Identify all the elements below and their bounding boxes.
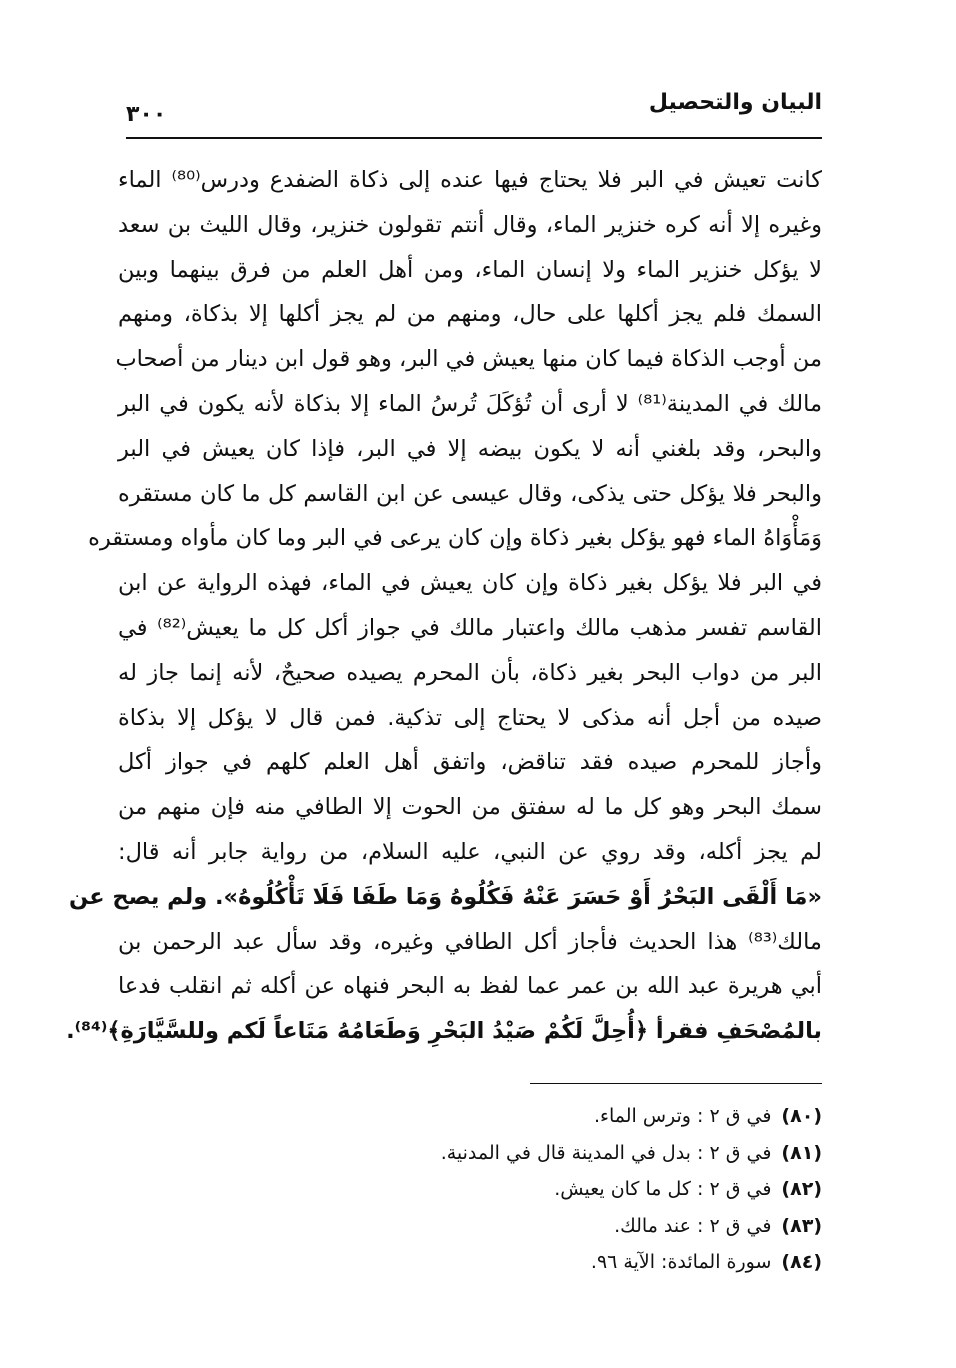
header-rule [126,137,822,139]
page-header [126,84,822,136]
text-line: وَمَأْوَاهُ الماء فهو يؤكل بغير ذكاة وإن كان يرعى في البر وما كان مأواه ومستقره [88,525,822,552]
footnote-text: في ق ٢ : عند مالك. [614,1214,772,1237]
footnote-item [330,1135,822,1172]
text-line: والبحر، وقد بلغني أنه لا يكون بيضه إلا في البر، فإذا كان يعيش في البر [118,435,822,462]
footnote-number: (٨٠) [781,1105,822,1127]
footnote-number: (٨٣) [781,1214,822,1237]
footnote-item [330,1208,822,1245]
text-line: من أوجب الذكاة فيما كان منها يعيش في البر، وهو قول ابن دينار من أصحاب [115,346,822,373]
footnote-text: سورة المائدة: الآية ٩٦. [590,1251,772,1273]
text-line: صيده من أجل أنه مذكى لا يحتاج إلى تذكية. فمن قال لا يؤكل إلا بذكاة [118,704,822,731]
hadith-line: «مَا أَلْقَى البَحْرُ أَوْ حَسَرَ عَنْهُ فَكُلُوهُ وَمَا طَفَا فَلَا تَأْكُلُوهُ». ولم يصح عن [68,883,822,910]
text-line: مالك في المدينة⁽⁸¹⁾ لا أرى أن تُؤكَلَ تُرسُ الماء إلا بذكاة لأنه يكون في البر [118,390,822,417]
footnote-number: (٨٤) [781,1251,822,1273]
footnote-number: (٨١) [781,1141,822,1164]
text-line: أبي هريرة عبد الله بن عمر عما لفظ به البحر فنهاه عن أكله ثم انقلب فدعا [118,973,822,1000]
footnote-item [330,1098,822,1135]
text-line: سمك البحر وهو كل ما له سفتق من الحوت إلا الطافي منه فإن منهم من [118,794,822,821]
text-line: البر من دواب البحر بغير ذكاة، بأن المحرم يصيده صحيحٌ، لأنه إنما جاز له [118,659,822,686]
text-line: والبحر فلا يؤكل حتى يذكى، وقال عيسى عن ابن القاسم كل ما كان مستقره [118,480,822,507]
text-line: لم يجز أكله، وقد روي عن النبي، عليه السلام، من رواية جابر أنه قال: [118,838,822,865]
text-line: كانت تعيش في البر فلا يحتاج فيها عنده إلى ذكاة الضفدع ودرس⁽⁸⁰⁾ الماء [118,167,822,193]
quran-verse-line: بالمُصْحَفِ فقرأ ﴿أُحِلَّ لَكُمْ صَيْدُ البَحْرِ وَطَعَامُهُ مَتَاعاً لَكم وللسَّيَّارَةِ﴾⁽⁸⁴⁾. [66,1018,822,1045]
running-title: البيان والتحصيل [648,90,822,115]
footnote-text: في ق ٢ : وترس الماء. [593,1105,772,1127]
footnote-text: في ق ٢ : كل ما كان يعيش. [554,1178,772,1200]
footnote-text: في ق ٢ : بدل في المدينة قال في المدنية. [440,1141,772,1164]
footnote-separator [530,1083,822,1084]
main-text [66,158,823,1054]
text-line: في البر فلا يؤكل بغير ذكاة وإن كان يعيش في الماء، فهذه الرواية عن ابن [118,570,822,597]
footnote-item [330,1244,822,1281]
text-line: مالك⁽⁸³⁾ هذا الحديث فأجاز أكل الطافي وغيره، وقد سأل عبد الرحمن بن [118,928,822,955]
text-line: لا يؤكل خنزير الماء ولا إنسان الماء، ومن أهل العلم من فرق بينهما وبين [118,256,822,283]
footnotes [330,1098,822,1281]
text-line: وغيره إلا أنه كره خنزير الماء، وقال أنتم تقولون خنزير، وقال الليث بن سعد [118,211,822,238]
footnote-item [330,1171,822,1208]
text-line: السمك فلم يجز أكلها على حال، ومنهم من لم يجز أكلها إلا بذكاة، ومنهم [118,301,822,328]
page-number: ٣٠٠ [126,102,167,127]
footnote-number: (٨٢) [781,1178,822,1200]
text-line: القاسم تفسر مذهب مالك واعتبار مالك في جواز أكل كل ما يعيش⁽⁸²⁾ في [118,614,823,641]
text-line: وأجاز للمحرم صيده فقد تناقض، واتفق أهل العلم كلهم في جواز أكل [118,749,822,776]
